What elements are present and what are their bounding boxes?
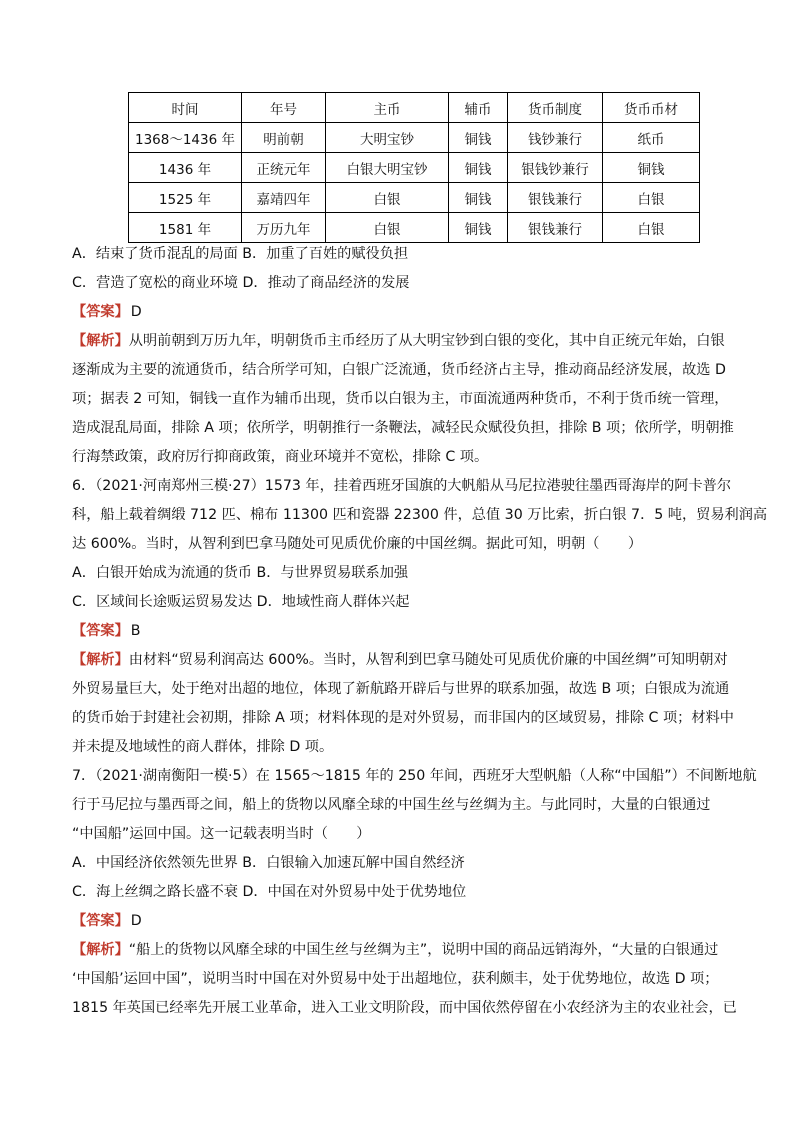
q7-analysis-line-2: ‘中国船’运回中国”，说明当时中国在对外贸易中处于出超地位，获利颇丰，处于优势地位，故选 D 项； xyxy=(72,971,719,987)
q7-answer xyxy=(72,911,724,931)
table-cell: 白银 xyxy=(603,213,700,243)
table-cell: 1581 年 xyxy=(129,213,242,243)
table-cell: 铜钱 xyxy=(449,123,508,153)
answer-label: 【答案】 xyxy=(72,913,129,929)
answer-value: D xyxy=(130,304,142,320)
q6-options-line-1: A．白银开始成为流通的货币 B．与世界贸易联系加强 xyxy=(72,565,409,581)
table-row xyxy=(129,153,700,183)
table-cell: 钱钞兼行 xyxy=(508,123,603,153)
q5-analysis-line-3: 项；据表 2 可知，铜钱一直作为辅币出现，货币以白银为主，市面流通两种货币，不利于货币统一管理， xyxy=(72,391,729,407)
q6-analysis-line-3: 的货币始于封建社会初期，排除 A 项；材料体现的是对外贸易，而非国内的区域贸易，排除 C 项；材料中 xyxy=(72,710,734,726)
analysis-text: 由材料“贸易利润高达 600%。当时，从智利到巴拿马随处可见质优价廉的中国丝绸”可知明朝对 xyxy=(128,652,728,668)
table-cell: 白银 xyxy=(326,213,449,243)
q7-options-line-1: A．中国经济依然领先世界 B．白银输入加速瓦解中国自然经济 xyxy=(72,855,465,871)
table-cell: 明前朝 xyxy=(242,123,326,153)
q6-analysis-line-4: 并未提及地域性的商人群体，排除 D 项。 xyxy=(72,739,334,755)
q6-answer xyxy=(72,621,724,641)
q5-analysis-line-2: 逐渐成为主要的流通货币，结合所学可知，白银广泛流通，货币经济占主导，推动商品经济发展，故选 D xyxy=(72,362,726,378)
q7-analysis-line-1 xyxy=(72,940,724,960)
table-cell: 1368～1436 年 xyxy=(129,123,242,153)
table-header-cell: 辅币 xyxy=(449,93,508,123)
table-cell: 铜钱 xyxy=(449,213,508,243)
analysis-text: “船上的货物以风靡全球的中国生丝与丝绸为主”，说明中国的商品远销海外，“大量的白银通过 xyxy=(128,942,719,958)
table-row xyxy=(129,213,700,243)
q6-stem-line-3: 达 600%。当时，从智利到巴拿马随处可见质优价廉的中国丝绸。据此可知，明朝（ ） xyxy=(72,536,643,552)
answer-label: 【答案】 xyxy=(72,623,129,639)
table-header-cell: 货币币材 xyxy=(603,93,700,123)
table-cell: 1436 年 xyxy=(129,153,242,183)
table-cell: 万历九年 xyxy=(242,213,326,243)
analysis-text: 从明前朝到万历九年，明朝货币主币经历了从大明宝钞到白银的变化，其中自正统元年始，白银 xyxy=(128,333,725,349)
q5-analysis-line-4: 造成混乱局面，排除 A 项；依所学，明朝推行一条鞭法，减轻民众赋役负担，排除 B 项；依所学，明朝推 xyxy=(72,420,734,436)
analysis-label: 【解析】 xyxy=(72,652,129,668)
q5-answer xyxy=(72,302,724,322)
analysis-label: 【解析】 xyxy=(72,942,129,958)
table-cell: 铜钱 xyxy=(449,183,508,213)
q7-analysis-line-3: 1815 年英国已经率先开展工业革命，进入工业文明阶段，而中国依然停留在小农经济为主的农业社会，已 xyxy=(72,1000,737,1016)
q6-analysis-line-2: 外贸易量巨大，处于绝对出超的地位，体现了新航路开辟后与世界的联系加强，故选 B 项；白银成为流通 xyxy=(72,681,730,697)
q7-stem-line-1: 7．（2021·湖南衡阳一模·5）在 1565～1815 年的 250 年间，西班牙大型帆船（人称“中国船”）不间断地航 xyxy=(72,768,757,784)
q7-stem-line-3: “中国船”运回中国。这一记载表明当时（ ） xyxy=(72,826,371,842)
answer-value: B xyxy=(130,623,141,639)
q6-stem-line-2: 科，船上载着绸缎 712 匹、棉布 11300 匹和瓷器 22300 件，总值 30 万比索，折白银 7．5 吨，贸易利润高 xyxy=(72,507,768,523)
table-header-cell: 货币制度 xyxy=(508,93,603,123)
currency-table xyxy=(128,92,700,243)
table-cell: 1525 年 xyxy=(129,183,242,213)
table-cell: 银钱兼行 xyxy=(508,213,603,243)
q7-options-line-2: C．海上丝绸之路长盛不衰 D．中国在对外贸易中处于优势地位 xyxy=(72,884,467,900)
table-cell: 铜钱 xyxy=(449,153,508,183)
table-cell: 大明宝钞 xyxy=(326,123,449,153)
answer-value: D xyxy=(130,913,142,929)
table-header-cell: 主币 xyxy=(326,93,449,123)
table-row xyxy=(129,183,700,213)
table-cell: 铜钱 xyxy=(603,153,700,183)
table-cell: 白银 xyxy=(326,183,449,213)
table-header-cell: 年号 xyxy=(242,93,326,123)
table-cell: 纸币 xyxy=(603,123,700,153)
q5-analysis-line-5: 行海禁政策，政府厉行抑商政策，商业环境并不宽松，排除 C 项。 xyxy=(72,449,489,465)
table-cell: 银钱兼行 xyxy=(508,183,603,213)
table-cell: 白银大明宝钞 xyxy=(326,153,449,183)
table-header-row xyxy=(129,93,700,123)
q5-options-line-2: C．营造了宽松的商业环境 D．推动了商品经济的发展 xyxy=(72,275,410,291)
answer-label: 【答案】 xyxy=(72,304,129,320)
table-cell: 正统元年 xyxy=(242,153,326,183)
table-cell: 嘉靖四年 xyxy=(242,183,326,213)
q5-options-line-1: A．结束了货币混乱的局面 B．加重了百姓的赋役负担 xyxy=(72,246,409,262)
table-row xyxy=(129,123,700,153)
q5-analysis-line-1 xyxy=(72,331,724,351)
q6-stem-line-1: 6．（2021·河南郑州三模·27）1573 年，挂着西班牙国旗的大帆船从马尼拉港驶往墨西哥海岸的阿卡普尔 xyxy=(72,478,732,494)
table-cell: 银钱钞兼行 xyxy=(508,153,603,183)
table-header-cell: 时间 xyxy=(129,93,242,123)
q7-stem-line-2: 行于马尼拉与墨西哥之间，船上的货物以风靡全球的中国生丝与丝绸为主。与此同时，大量的白银通过 xyxy=(72,797,711,813)
table-cell: 白银 xyxy=(603,183,700,213)
analysis-label: 【解析】 xyxy=(72,333,129,349)
q6-options-line-2: C．区域间长途贩运贸易发达 D．地域性商人群体兴起 xyxy=(72,594,410,610)
q6-analysis-line-1 xyxy=(72,650,728,670)
